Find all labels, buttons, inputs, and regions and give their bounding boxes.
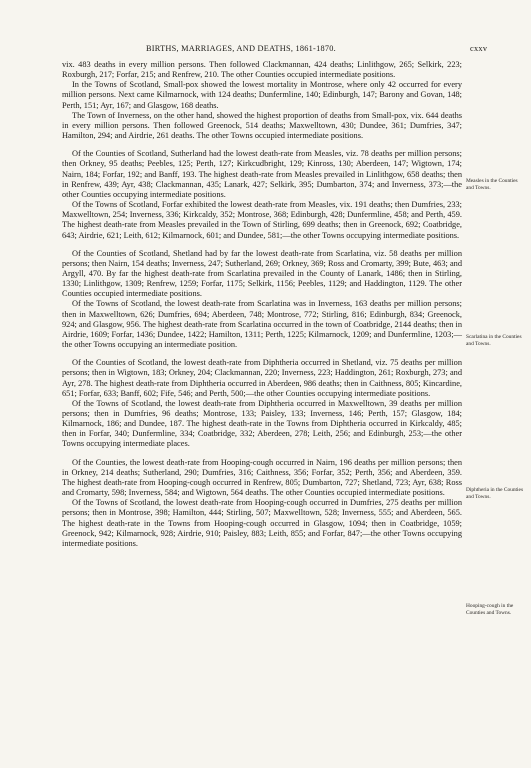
paragraph-hooping-cough-towns: Of the Towns of Scotland, the lowest death-rate from Hooping-cough occurred in Dumfries, 275 deaths per million persons; then in Montrose, 398; Hamilton, 444; Stirling, 507; Maxwelltown, 528; Inverness, 555; and Aberdeen, 565. The highest death-rate in the Towns from Hooping-cough occurred in Glasgow, 1094; then in Coatbridge, 1059; Greenock, 942; Kilmarnock, 928; Airdrie, 910; Paisley, 883; Leith, 855; and Forfar, 847;—the other Towns occupying intermediate positions. xyxy=(62,498,462,548)
paragraph-measles-towns: Of the Towns of Scotland, Forfar exhibited the lowest death-rate from Measles, vix. 191 deaths; then Dumfries, 233; Maxwelltown, 254; Inverness, 336; Kirkcaldy, 352; Montrose, 368; Edinburgh, 428; Dunfermline, 458; and Perth, 459. The highest death-rate from Measles prevailed in the Town of Stirling, 699 deaths; then in Greenock, 692; Coatbridge, 643; Airdrie, 621; Leith, 612; Kilmarnock, 601; and Dundee, 581;—the other Towns occupying intermediate positions. xyxy=(62,200,462,240)
paragraph-scarlatina-counties: Of the Counties of Scotland, Shetland had by far the lowest death-rate from Scarlatina, viz. 58 deaths per million persons; then Nairn, 154 deaths; Inverness, 247; Sutherland, 269; Orkney, 369; Ross and Cromarty, 399; Bute, 463; and Argyll, 470. By far the highest death-rate from Scarlatina prevailed in the County of Lanark, 1486; then in Stirling, 1330; Linlithgow, 1309; Renfrew, 1259; Forfar, 1175; Selkirk, 1156; Peebles, 1129; and Haddington, 1129. The other Counties occupied intermediate positions. xyxy=(62,248,462,299)
side-note-measles: Measles in the Counties and Towns. xyxy=(466,178,518,191)
body-text xyxy=(62,60,462,549)
paragraph-smallpox-towns-highest: The Town of Inverness, on the other hand, showed the highest proportion of deaths from Small-pox, vix. 644 deaths in every million persons. Then followed Greenock, 514 deaths; Maxwelltown, 430; Dundee, 361; Dumfries, 347; Hamilton, 294; and Airdrie, 261 deaths. The other Towns occupied intermediate positions. xyxy=(62,110,462,141)
side-note-hooping-cough: Hooping-cough in the Counties and Towns. xyxy=(466,603,514,616)
paragraph-diphtheria-counties: Of the Counties of Scotland, the lowest death-rate from Diphtheria occurred in Shetland, viz. 75 deaths per million persons; then in Wigtown, 183; Orkney, 204; Clackmannan, 220; Inverness, 223; Haddington, 261; Roxburgh, 273; and Ayr, 278. The highest death-rate from Diphtheria occurred in Aberdeen, 986 deaths; then in Caithness, 805; Kincardine, 651; Forfar, 633; Banff, 602; Fife, 546; and Perth, 500;—the other Counties occupying intermediate positions. xyxy=(62,358,462,398)
paragraph-smallpox-counties-end: vix. 483 deaths in every million persons. Then followed Clackmannan, 424 deaths; Linlithgow, 265; Selkirk, 223; Roxburgh, 217; Forfar, 215; and Renfrew, 210. The other Counties occupied intermediate positions. xyxy=(62,60,462,80)
page-number: cxxv xyxy=(470,44,488,53)
paragraph-hooping-cough-counties: Of the Counties, the lowest death-rate from Hooping-cough occurred in Nairn, 196 deaths per million persons; then in Orkney, 214 deaths; Sutherland, 290; Dumfries, 316; Caithness, 356; Forfar, 352; Perth, 356; and Aberdeen, 359. The highest death-rate from Hooping-cough occurred in Renfrew, 805; Dumbarton, 727; Shetland, 723; Ayr, 638; Ross and Cromarty, 598; Inverness, 584; and Wigtown, 564 deaths. The other Counties occupied intermediate positions. xyxy=(62,457,462,498)
paragraph-measles-counties: Of the Counties of Scotland, Sutherland had the lowest death-rate from Measles, viz. 78 deaths per million persons; then Orkney, 95 deaths; Peebles, 125; Perth, 127; Kirkcudbright, 129; Kinross, 130; Aberdeen, 147; Wigtown, 174; Nairn, 184; Forfar, 192; and Banff, 193. The highest death-rate from Measles prevailed in Linlithgow, 658 deaths; then in Renfrew, 439; Ayr, 438; Clackmannan, 435; Lanark, 427; Selkirk, 395; Dumbarton, 374; and Inverness, 373;—the other Counties occupying intermediate positions. xyxy=(62,149,462,199)
paragraph-scarlatina-towns: Of the Towns of Scotland, the lowest death-rate from Scarlatina was in Inverness, 163 deaths per million persons; then in Maxwelltown, 626; Dumfries, 694; Aberdeen, 748; Montrose, 772; Stirling, 816; Edinburgh, 834; Greenock, 924; and Glasgow, 956. The highest death-rate from Scarlatina occurred in the town of Coatbridge, 2144 deaths; then in Airdrie, 1609; Forfar, 1436; Dundee, 1422; Hamilton, 1311; Perth, 1225; Kilmarnock, 1209; and Dunfermline, 1203;—the other Towns occupying an intermediate position. xyxy=(62,299,462,350)
side-note-scarlatina: Scarlatina in the Counties and Towns. xyxy=(466,334,522,347)
page-header xyxy=(0,44,531,58)
paragraph-smallpox-towns-lowest: In the Towns of Scotland, Small-pox showed the lowest mortality in Montrose, where only 42 occurred for every million persons. Next came Kilmarnock, with 124 deaths; Dunfermline, 140; Edinburgh, 147; Barony and Govan, 148; Perth, 151; Ayr, 167; and Glasgow, 168 deaths. xyxy=(62,80,462,110)
running-title: BIRTHS, MARRIAGES, AND DEATHS, 1861-1870. xyxy=(146,44,336,53)
side-note-diphtheria: Diphtheria in the Counties and Towns. xyxy=(466,487,524,500)
paragraph-diphtheria-towns: Of the Towns of Scotland, the lowest death-rate from Diphtheria occurred in Maxwelltown, 39 deaths per million persons; then in Dumfries, 96 deaths; Montrose, 133; Paisley, 133; Inverness, 146; Perth, 157; Glasgow, 184; Kilmarnock, 186; and Dundee, 187. The highest death-rate in the Towns from Diphtheria occurred in Kirkcaldy, 485; then in Forfar, 340; Dunfermline, 334; Coatbridge, 332; Aberdeen, 278; Leith, 256; and Edinburgh, 253;—the other Towns occupying intermediate places. xyxy=(62,398,462,449)
